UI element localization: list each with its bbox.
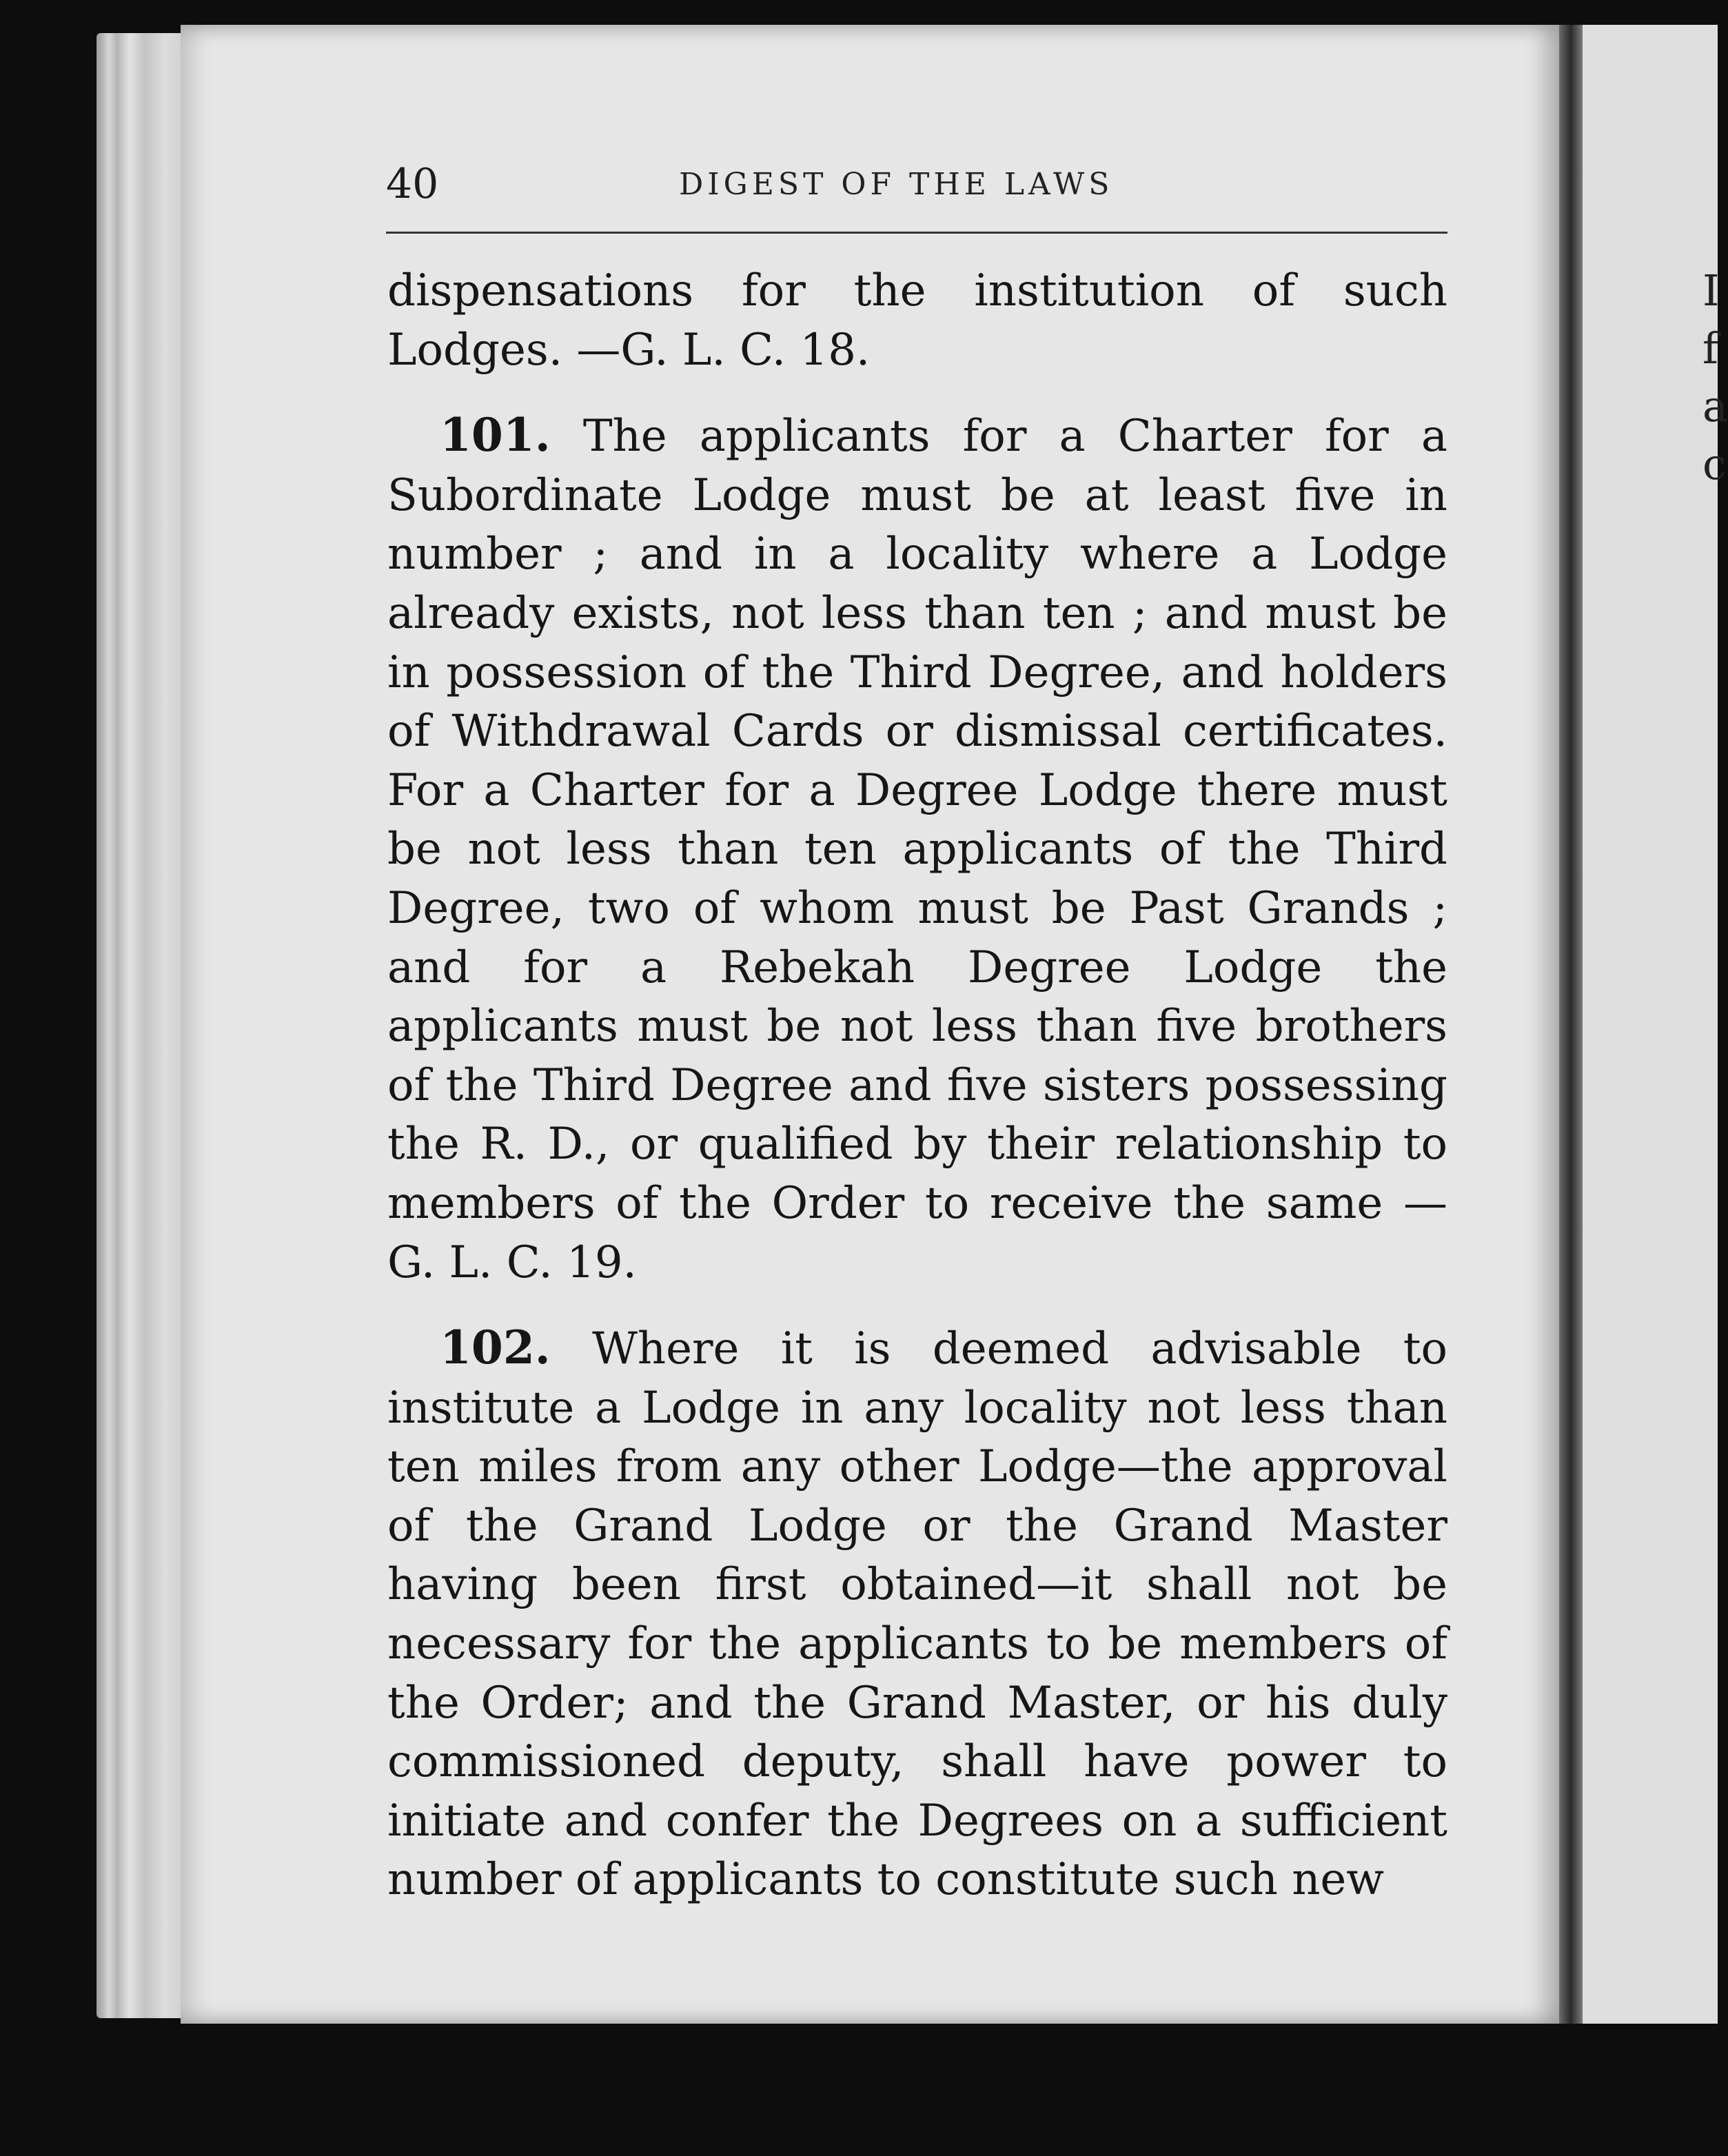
continuation-paragraph: dispensations for the institution of such Lodges. —G. L. C. 18. [387, 265, 1447, 376]
section-text: The applicants for a Charter for a Subordinate Lodge must be at least five in number ; and in a locality where a Lodge already exists, not less than ten ; and must be in possession of the Third Degree, and holders of Withdrawal Cards or dismissal certificates. For a Charter for a Degree Lodge there must be not less than ten applicants of the Third Degree, two of whom must be Past Grands ; and for a Rebekah Degree Lodge the applicants must be not less than five brothers of the Third Degree and five sisters possessing the R. D., or qualified by their relationship to members of the Order to receive the same — G. L. C. 19. [387, 411, 1448, 1288]
book-page-edges [96, 33, 186, 2018]
page-body [387, 262, 1447, 1910]
page-number: 40 [386, 160, 439, 208]
header-rule [386, 232, 1447, 234]
facing-page [1583, 25, 1728, 2024]
section-number: 101. [440, 408, 551, 462]
page-header [386, 160, 1447, 236]
section-101 [387, 406, 1447, 1292]
facing-page-text-fragment: I f a c [1702, 265, 1728, 489]
book-gutter [1559, 25, 1583, 2024]
running-head: DIGEST OF THE LAWS [679, 167, 1114, 202]
section-text: Where it is deemed advisable to institute a Lodge in any locality not less than ten miles from any other Lodge—the approval of the Grand Lodge or the Grand Master having been first obtained—it shall not be necessary for the applicants to be members of the Order; and the Grand Master, or his duly commissioned deputy, shall have power to initiate and confer the Degrees on a sufficient number of applicants to constitute such new [387, 1323, 1448, 1906]
section-102 [387, 1319, 1447, 1910]
section-number: 102. [440, 1321, 551, 1375]
